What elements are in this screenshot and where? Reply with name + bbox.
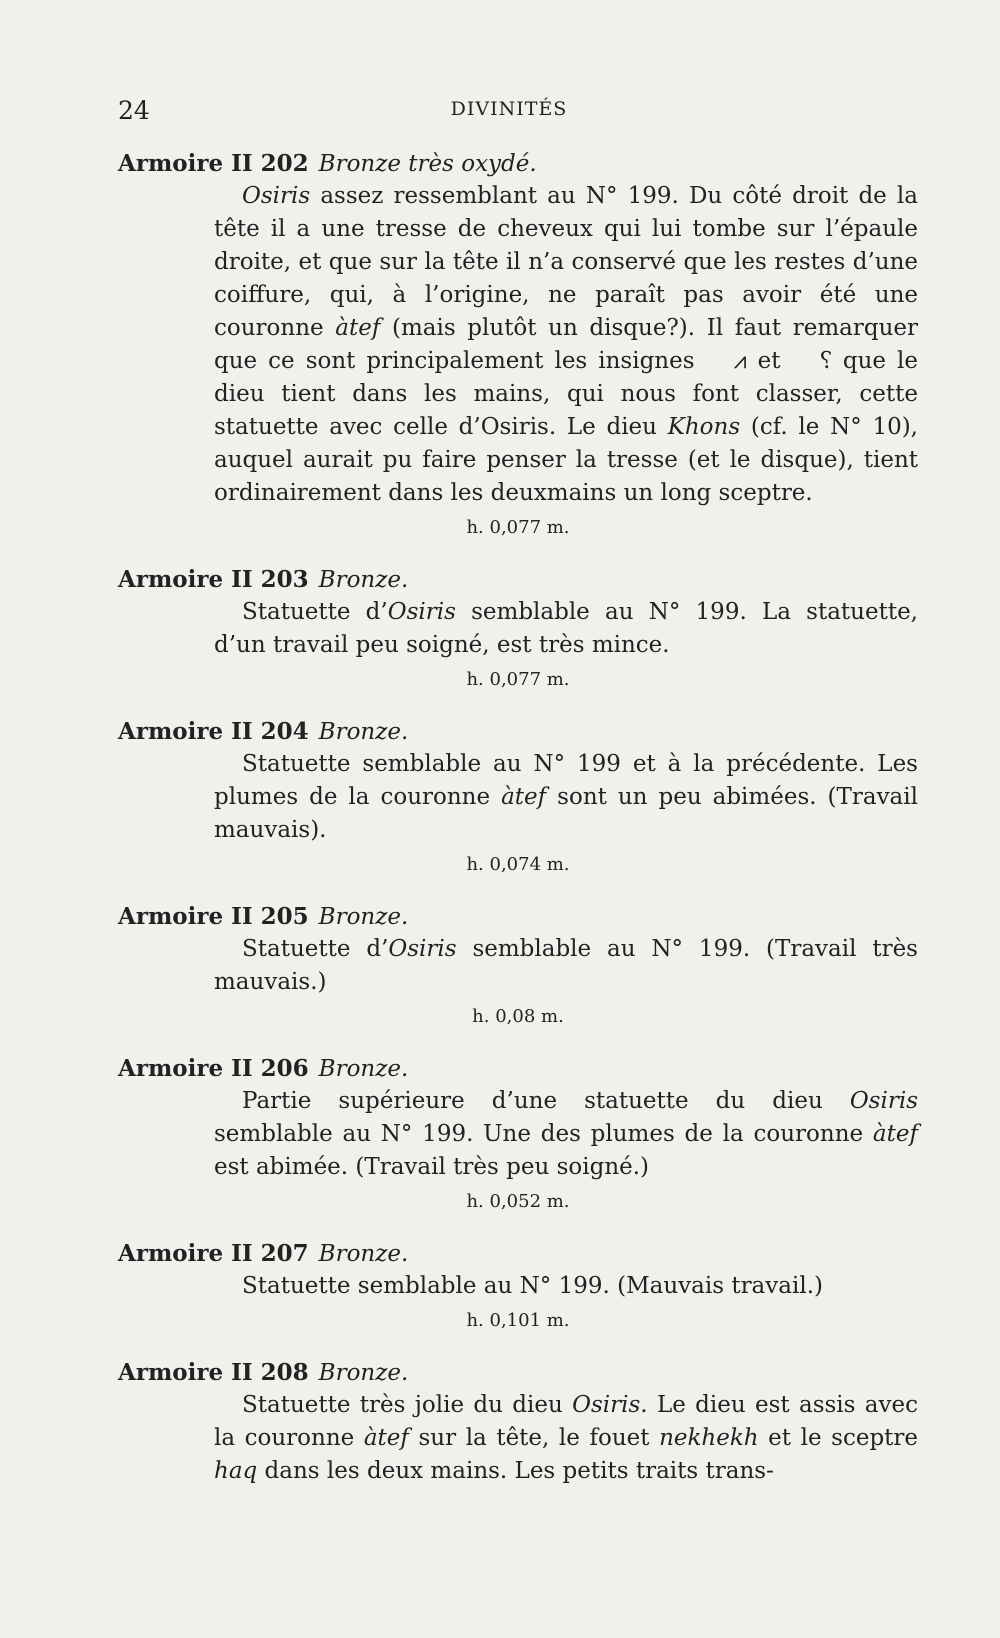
entry-height: h. 0,074 m.	[466, 854, 570, 875]
catalogue-entry	[118, 1238, 918, 1335]
running-header	[118, 92, 900, 132]
italic-term: Osiris	[849, 1088, 918, 1114]
entry-height: h. 0,077 m.	[466, 517, 570, 538]
running-title: DIVINITÉS	[450, 98, 568, 120]
entry-height: h. 0,101 m.	[466, 1310, 570, 1331]
entry-material: Bronze.	[318, 1360, 409, 1386]
entry-number: Armoire II 202	[118, 150, 309, 177]
entry-material: Bronze très oxydé.	[318, 151, 537, 177]
entry-title	[118, 148, 918, 180]
catalogue-entries	[118, 148, 918, 1510]
italic-term: àtef	[501, 784, 547, 810]
entry-title	[118, 1053, 918, 1085]
catalogue-entry	[118, 716, 918, 879]
entry-title	[118, 716, 918, 748]
catalogue-entry	[118, 564, 918, 694]
entry-description: Osiris assez ressemblant au N° 199. Du côté droit de la tête il a une tresse de cheveux qui lui tombe sur l’épaule droite, et que sur la tête il n’a conservé que les restes d’une coiffure, qui, à l’origine, ne paraît pas avoir été une couronne àtef (mais plutôt un disque?). Il faut remarquer que ce sont principalement les insignes ⩘ et ⸮ que le dieu tient dans les mains, qui nous font classer, cette statuette avec celle d’Osiris. Le dieu Khons (cf. le N° 10), auquel aurait pu faire penser la tresse (et le disque), tient ordinairement dans les deuxmains un long sceptre.	[214, 183, 918, 506]
entry-height: h. 0,08 m.	[472, 1006, 564, 1027]
entry-number: Armoire II 208	[118, 1359, 309, 1386]
entry-title	[118, 1238, 918, 1270]
italic-term: àtef	[872, 1121, 918, 1147]
italic-term: Osiris	[242, 183, 311, 209]
italic-term: haq	[214, 1458, 258, 1484]
entry-description: Partie supérieure d’une statuette du dieu Osiris semblable au N° 199. Une des plumes de la couronne àtef est abimée. (Travail très peu soigné.)	[214, 1088, 918, 1180]
entry-title	[118, 901, 918, 933]
entry-description: Statuette très jolie du dieu Osiris. Le dieu est assis avec la couronne àtef sur la tête, le fouet nekhekh et le sceptre haq dans les deux mains. Les petits traits trans-	[214, 1392, 919, 1484]
italic-term: Khons	[667, 414, 741, 440]
catalogue-entry	[118, 901, 918, 1031]
hieroglyph-icon: ⸮	[819, 348, 832, 374]
entry-height: h. 0,077 m.	[466, 669, 570, 690]
entry-material: Bronze.	[318, 1241, 409, 1267]
entry-title	[118, 564, 918, 596]
entry-description: Statuette semblable au N° 199 et à la précédente. Les plumes de la couronne àtef sont un peu abimées. (Travail mauvais).	[214, 751, 918, 843]
entry-material: Bronze.	[318, 904, 409, 930]
entry-description: Statuette semblable au N° 199. (Mauvais travail.)	[242, 1273, 823, 1299]
entry-height: h. 0,052 m.	[466, 1191, 570, 1212]
entry-number: Armoire II 204	[118, 718, 309, 745]
entry-material: Bronze.	[318, 1056, 409, 1082]
entry-description: Statuette d’Osiris semblable au N° 199. (Travail très mauvais.)	[214, 936, 918, 995]
entry-title	[118, 1357, 918, 1389]
catalogue-entry	[118, 148, 918, 542]
page-number: 24	[118, 96, 150, 125]
italic-term: nekhekh	[659, 1425, 759, 1451]
entry-description: Statuette d’Osiris semblable au N° 199. La statuette, d’un travail peu soigné, est très mince.	[214, 599, 918, 658]
entry-material: Bronze.	[318, 567, 409, 593]
italic-term: Osiris	[388, 936, 457, 962]
italic-term: Osiris	[572, 1392, 641, 1418]
catalogue-entry	[118, 1357, 918, 1488]
catalogue-entry	[118, 1053, 918, 1216]
entry-number: Armoire II 207	[118, 1240, 309, 1267]
italic-term: Osiris	[387, 599, 456, 625]
entry-number: Armoire II 206	[118, 1055, 309, 1082]
entry-material: Bronze.	[318, 719, 409, 745]
entry-number: Armoire II 203	[118, 566, 309, 593]
hieroglyph-icon: ⩘	[733, 348, 747, 374]
italic-term: àtef	[335, 315, 381, 341]
entry-number: Armoire II 205	[118, 903, 309, 930]
italic-term: àtef	[363, 1425, 409, 1451]
